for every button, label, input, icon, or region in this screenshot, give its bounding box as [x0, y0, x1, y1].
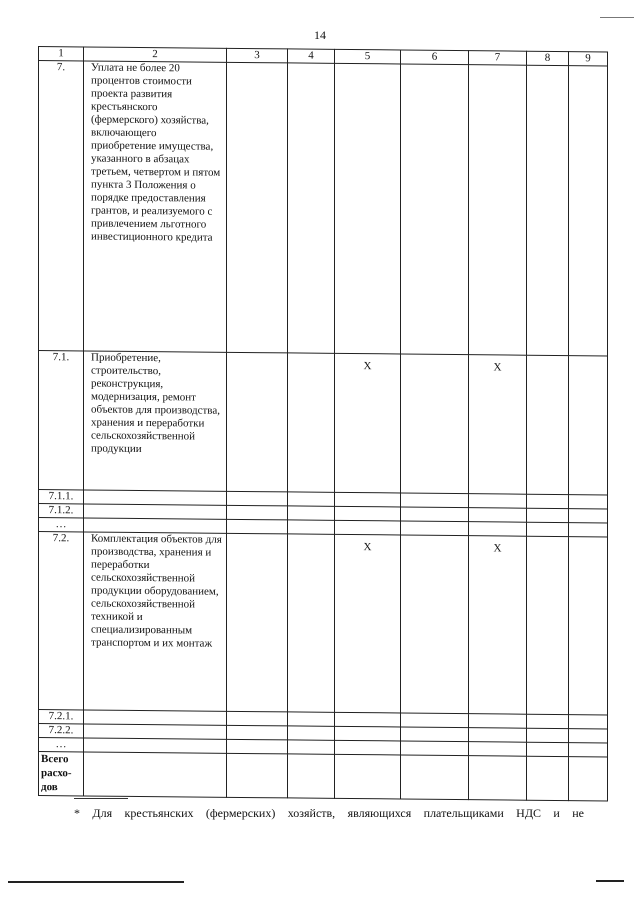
row-description	[84, 504, 227, 519]
cell	[227, 533, 288, 712]
header-cell: 7	[469, 51, 527, 66]
row-description	[84, 738, 227, 753]
row-number: 7.1.2.	[39, 504, 84, 518]
row-number: 7.2.2.	[39, 724, 84, 738]
cell	[527, 65, 569, 355]
table-row	[39, 532, 608, 715]
header-cell: 2	[84, 47, 227, 62]
cell-col7: Х	[469, 536, 527, 715]
table-row	[39, 351, 608, 495]
row-description	[84, 724, 227, 739]
header-cell: 9	[569, 52, 608, 66]
cell	[569, 537, 608, 715]
cell-col5: Х	[335, 534, 401, 713]
row-number: 7.1.1.	[39, 490, 84, 504]
header-cell: 1	[39, 47, 84, 61]
cell	[288, 534, 335, 712]
page-number: 14	[314, 28, 326, 42]
header-cell: 5	[335, 49, 401, 64]
cell-col5	[335, 63, 401, 354]
header-cell: 6	[401, 50, 469, 65]
row-description: Приобретение, строительство, реконструкция, модернизация, ремонт объектов для производства, хранения и переработки сельскохозяйственной продукции	[84, 351, 227, 491]
cell	[527, 355, 569, 494]
cell-col7	[469, 65, 527, 356]
row-description: Уплата не более 20 процентов стоимости проекта развития крестьянского (фермерского) хозяйства, включающего приобретение имущества, указанного в абзацах третьем, четвертом и пятом пункта 3 Положения о порядке предоставления грантов, и реализуемого с привлечением льготного инвестиционного кредита	[84, 61, 227, 352]
cell	[288, 63, 335, 353]
table-row-total	[39, 752, 608, 801]
footnote-rule	[74, 798, 128, 799]
row-number: 7.2.	[39, 532, 84, 710]
row-number: 7.1.	[39, 351, 84, 490]
row-number: …	[39, 518, 84, 532]
cell	[401, 354, 469, 494]
header-cell: 3	[227, 48, 288, 63]
cell	[527, 536, 569, 714]
cell	[569, 356, 608, 495]
cell-col5: Х	[335, 353, 401, 493]
cell	[227, 62, 288, 353]
row-number: …	[39, 738, 84, 752]
cell	[401, 64, 469, 355]
footnote: * Для крестьянских (фермерских) хозяйств, являющихся плательщиками НДС и не	[74, 806, 584, 820]
row-description	[84, 518, 227, 533]
row-number: 7.2.1.	[39, 710, 84, 724]
corner-mark	[600, 17, 634, 18]
bottom-rule-right	[596, 880, 624, 882]
cell	[227, 352, 288, 492]
table-row	[39, 61, 608, 356]
row-number: 7.	[39, 61, 84, 351]
cell	[288, 353, 335, 492]
header-cell: 8	[527, 51, 569, 65]
header-cell: 4	[288, 49, 335, 63]
row-description: Комплектация объектов для производства, хранения и переработки сельскохозяйственной продукции оборудованием, сельскохозяйственной техникой и специализированным транспортом и их монтаж	[84, 532, 227, 711]
row-description	[84, 752, 227, 797]
cell	[569, 66, 608, 356]
grant-expense-table	[38, 46, 608, 801]
row-description	[84, 490, 227, 505]
bottom-rule	[8, 881, 184, 883]
row-number: Всего расхо-дов	[39, 752, 84, 796]
cell	[401, 535, 469, 714]
cell-col7: Х	[469, 355, 527, 495]
row-description	[84, 710, 227, 725]
